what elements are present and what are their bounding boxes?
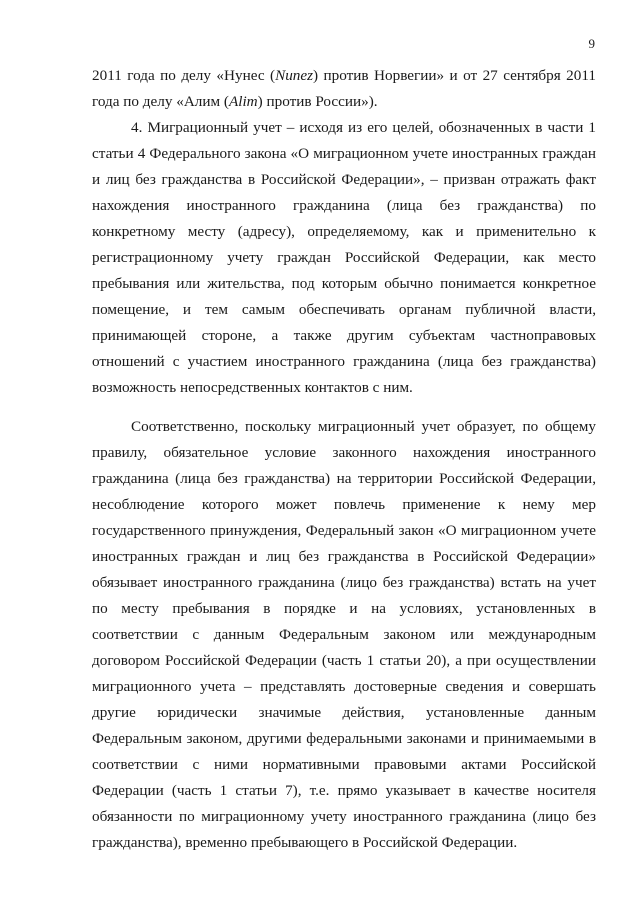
italic-name-nunez: Nunez: [275, 67, 314, 84]
paragraph-migration-registration: 4. Миграционный учет – исходя из его целей, обозначенных в части 1 статьи 4 Федерального закона «О миграционном учете иностранных граждан и лиц без гражданства в Российской Федерации», – призван отражать факт нахождения иностранного гражданина (лица без гражданства) по конкретному месту (адресу), определяемому, как и применительно к регистрационному учету граждан Российской Федерации, как место пребывания или жительства, под которым обычно понимается конкретное помещение, и тем самым обеспечивать органам публичной власти, принимающей стороне, а также другим субъектам частноправовых отношений с участием иностранного гражданина (лица без гражданства) возможность непосредственных контактов с ним.: [92, 119, 596, 396]
paragraph-accordingly: Соответственно, поскольку миграционный учет образует, по общему правилу, обязательное условие законного нахождения иностранного гражданина (лица без гражданства) на территории Российской Федерации, несоблюдение которого может повлечь применение к нему мер государственного принуждения, Федеральный закон «О миграционном учете иностранных граждан и лиц без гражданства в Российской Федерации» обязывает иностранного гражданина (лицо без гражданства) встать на учет по месту пребывания в порядке и на условиях, установленных в соответствии с данным Федеральным законом или международным договором Российской Федерации (часть 1 статьи 20), а при осуществлении миграционного учета – представлять достоверные сведения и совершать другие юридически значимые действия, установленные данным Федеральным законом, другими федеральными законами и принимаемыми в соответствии с ними нормативными правовыми актами Российской Федерации (часть 1 статьи 7), т.е. прямо указывает в качестве носителя обязанности по миграционному учету иностранного гражданина (лицо без гражданства), временно пребывающего в Российской Федерации.: [92, 418, 596, 851]
document-body: [92, 63, 596, 856]
text-segment: ) против России»).: [257, 93, 378, 110]
paragraph-continuation: [92, 63, 596, 115]
text-segment: ) против Норвегии» и от 27 сентября 2011 года по делу «Алим (: [92, 67, 596, 110]
page-number: 9: [588, 36, 595, 51]
italic-name-alim: Alim: [228, 93, 258, 110]
text-segment: 2011 года по делу «Нунес (: [92, 67, 276, 84]
